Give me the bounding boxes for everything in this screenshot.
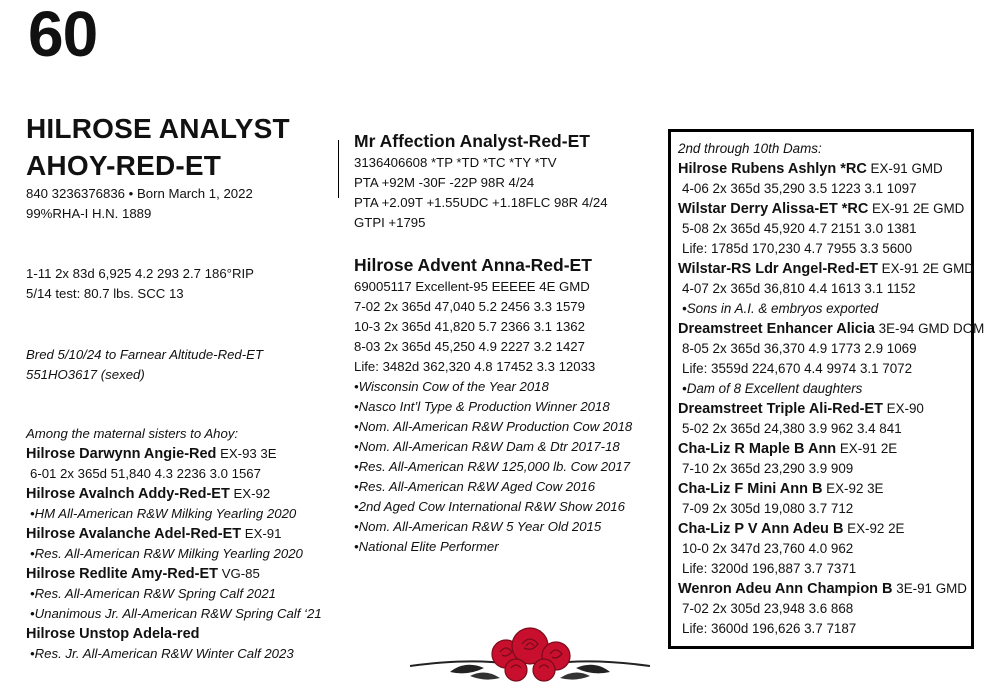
dam-entry: Dreamstreet Enhancer Alicia 3E-94 GMD DOM (678, 321, 985, 337)
sister-note: •HM All-American R&W Milking Yearling 2020 (30, 506, 297, 521)
dam-entry: Dreamstreet Triple Ali-Red-ET EX-90 (678, 401, 924, 417)
dam-record: 10-0 2x 347d 23,760 4.0 962 (682, 541, 854, 556)
dam-entry: Hilrose Rubens Ashlyn *RC EX-91 GMD (678, 161, 943, 177)
sire-divider (338, 140, 339, 198)
dams-header: 2nd through 10th Dams: (678, 141, 822, 156)
sire-line: 3136406608 *TP *TD *TC *TY *TV (354, 155, 557, 170)
dam-honor: •National Elite Performer (354, 539, 499, 554)
dam-honor: •Wisconsin Cow of the Year 2018 (354, 379, 549, 394)
sister-entry: Hilrose Redlite Amy-Red-ET VG-85 (26, 566, 260, 582)
dam-line: 7-02 2x 365d 47,040 5.2 2456 3.3 1579 (354, 299, 585, 314)
dam-record: Life: 3200d 196,887 3.7 7371 (682, 561, 857, 576)
dam-line: 69005117 Excellent-95 EEEEE 4E GMD (354, 279, 590, 294)
dam-line: Life: 3482d 362,320 4.8 17452 3.3 12033 (354, 359, 596, 374)
sister-entry: Hilrose Darwynn Angie-Red EX-93 3E (26, 446, 277, 462)
test-line: 5/14 test: 80.7 lbs. SCC 13 (26, 286, 184, 301)
sister-note: •Res. All-American R&W Milking Yearling 2020 (30, 546, 303, 561)
dam-entry: Cha-Liz R Maple B Ann EX-91 2E (678, 441, 898, 457)
dam-entry: Wilstar-RS Ldr Angel-Red-ET EX-91 2E GMD (678, 261, 974, 277)
sister-entry: Hilrose Unstop Adela-red (26, 626, 200, 642)
dam-block (354, 253, 632, 557)
title-line-2: AHOY-RED-ET (26, 150, 222, 181)
sister-entry: Hilrose Avalanche Adel-Red-ET EX-91 (26, 526, 282, 542)
roses-ornament-icon (410, 624, 650, 690)
dam-honor: •Res. All-American R&W 125,000 lb. Cow 2017 (354, 459, 631, 474)
id-line: 840 3236376836 • Born March 1, 2022 (26, 186, 253, 201)
dam-line: 8-03 2x 365d 45,250 4.9 2227 3.2 1427 (354, 339, 585, 354)
sister-note: •Unanimous Jr. All-American R&W Spring Calf ‘21 (30, 606, 322, 621)
dam-honor: •Nasco Int’l Type & Production Winner 2018 (354, 399, 610, 414)
sister-record: 6-01 2x 365d 51,840 4.3 2236 3.0 1567 (30, 466, 261, 481)
dam-record: 7-09 2x 305d 19,080 3.7 712 (682, 501, 854, 516)
dam-record: Life: 3600d 196,626 3.7 7187 (682, 621, 857, 636)
dam-entry: Cha-Liz F Mini Ann B EX-92 3E (678, 481, 884, 497)
dam-record: 4-07 2x 365d 36,810 4.4 1613 3.1 1152 (682, 281, 916, 296)
sire-name: Mr Affection Analyst-Red-ET (354, 131, 590, 151)
dam-record: 5-02 2x 365d 24,380 3.9 962 3.4 841 (682, 421, 902, 436)
dam-record: 7-02 2x 305d 23,948 3.6 868 (682, 601, 854, 616)
dam-entry: Wilstar Derry Alissa-ET *RC EX-91 2E GMD (678, 201, 965, 217)
dam-entry: Wenron Adeu Ann Champion B 3E-91 GMD (678, 581, 967, 597)
animal-title (26, 110, 290, 184)
dam-honor: •Nom. All-American R&W Production Cow 2018 (354, 419, 633, 434)
record-line: 1-11 2x 83d 6,925 4.2 293 2.7 186°RIP (26, 266, 254, 281)
title-line-1: HILROSE ANALYST (26, 113, 290, 144)
dam-record: 7-10 2x 365d 23,290 3.9 909 (682, 461, 854, 476)
dams-list (678, 139, 984, 639)
dam-record: 4-06 2x 365d 35,290 3.5 1223 3.1 1097 (682, 181, 917, 196)
dam-name: Hilrose Advent Anna-Red-ET (354, 255, 592, 275)
bred-line-1: Bred 5/10/24 to Farnear Altitude-Red-ET (26, 347, 264, 362)
sisters-block (26, 424, 322, 664)
sister-entry: Hilrose Avalnch Addy-Red-ET EX-92 (26, 486, 271, 502)
sister-note: •Res. All-American R&W Spring Calf 2021 (30, 586, 276, 601)
dam-honor: •Nom. All-American R&W 5 Year Old 2015 (354, 519, 602, 534)
dam-honor: •Nom. All-American R&W Dam & Dtr 2017-18 (354, 439, 620, 454)
dam-record: Life: 1785d 170,230 4.7 7955 3.3 5600 (682, 241, 913, 256)
record-block (26, 264, 254, 304)
dam-honor: •2nd Aged Cow International R&W Show 2016 (354, 499, 625, 514)
bred-line-2: 551HO3617 (sexed) (26, 367, 145, 382)
dam-note: •Dam of 8 Excellent daughters (682, 381, 863, 396)
sire-block (354, 129, 608, 233)
breed-line: 99%RHA-I H.N. 1889 (26, 206, 152, 221)
sire-line: PTA +2.09T +1.55UDC +1.18FLC 98R 4/24 (354, 195, 608, 210)
sister-note: •Res. Jr. All-American R&W Winter Calf 2023 (30, 646, 294, 661)
lot-number: 60 (28, 0, 98, 70)
sire-line: GTPI +1795 (354, 215, 426, 230)
dam-entry: Cha-Liz P V Ann Adeu B EX-92 2E (678, 521, 905, 537)
dam-record: 8-05 2x 365d 36,370 4.9 1773 2.9 1069 (682, 341, 917, 356)
sisters-intro: Among the maternal sisters to Ahoy: (26, 426, 239, 441)
dam-record: Life: 3559d 224,670 4.4 9974 3.1 7072 (682, 361, 913, 376)
dam-honor: •Res. All-American R&W Aged Cow 2016 (354, 479, 596, 494)
left-column (26, 184, 253, 224)
sire-line: PTA +92M -30F -22P 98R 4/24 (354, 175, 535, 190)
dam-record: 5-08 2x 365d 45,920 4.7 2151 3.0 1381 (682, 221, 917, 236)
bred-block (26, 345, 263, 385)
dam-line: 10-3 2x 365d 41,820 5.7 2366 3.1 1362 (354, 319, 585, 334)
dam-note: •Sons in A.I. & embryos exported (682, 301, 879, 316)
